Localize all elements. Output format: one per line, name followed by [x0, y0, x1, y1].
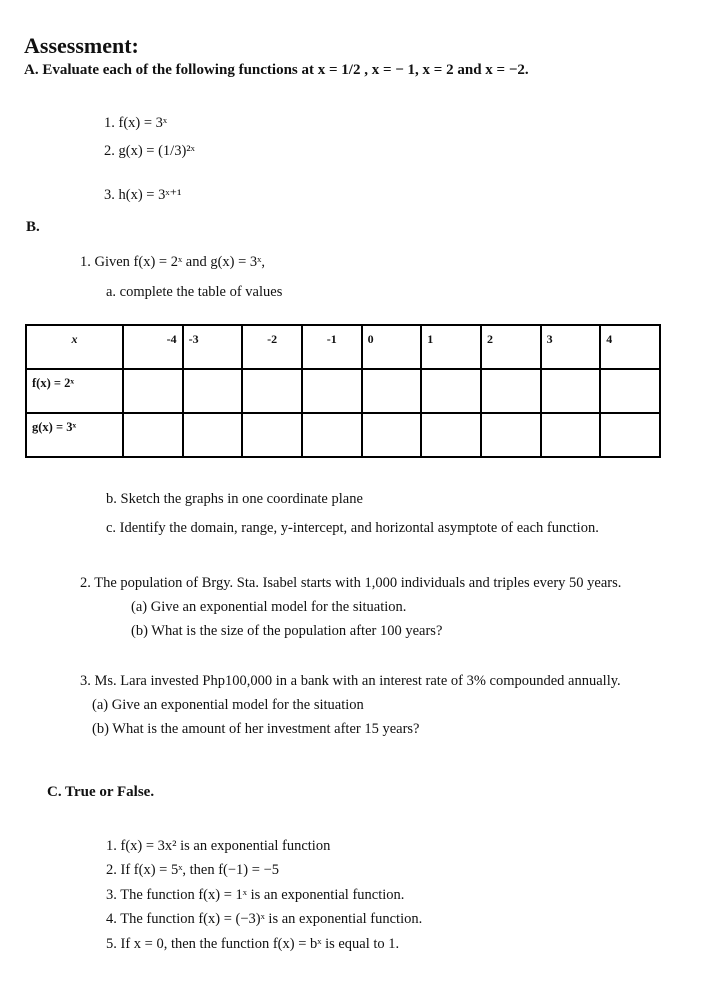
- table-row: [26, 369, 660, 413]
- section-c-item-2: 2. If f(x) = 5ˣ, then f(−1) = −5: [106, 862, 279, 878]
- empty-cell[interactable]: [362, 413, 422, 457]
- section-b-q1-a: a. complete the table of values: [106, 284, 283, 300]
- x-value-cell: 4: [600, 325, 660, 369]
- section-b-q3-a: (a) Give an exponential model for the situation: [92, 697, 364, 713]
- empty-cell[interactable]: [242, 413, 302, 457]
- section-b-q1-c: c. Identify the domain, range, y-intercept, and horizontal asymptote of each function.: [106, 520, 599, 536]
- section-b-q2-b: (b) What is the size of the population after 100 years?: [131, 623, 443, 639]
- empty-cell[interactable]: [481, 413, 541, 457]
- table-header-row: [26, 325, 660, 369]
- empty-cell[interactable]: [421, 413, 481, 457]
- section-a-heading: A. Evaluate each of the following functions at x = 1/2 , x = − 1, x = 2 and x = −2.: [24, 62, 529, 78]
- table-row: [26, 413, 660, 457]
- table-of-values: [25, 324, 661, 458]
- empty-cell[interactable]: [541, 413, 601, 457]
- x-value-cell: 2: [481, 325, 541, 369]
- x-value-cell: 3: [541, 325, 601, 369]
- section-c-item-3: 3. The function f(x) = 1ˣ is an exponential function.: [106, 887, 405, 903]
- x-value-cell: -3: [183, 325, 243, 369]
- section-a-item-2: 2. g(x) = (1/3)²ˣ: [104, 143, 195, 159]
- empty-cell[interactable]: [302, 413, 362, 457]
- empty-cell[interactable]: [600, 413, 660, 457]
- page-title: Assessment:: [24, 33, 139, 58]
- empty-cell[interactable]: [421, 369, 481, 413]
- empty-cell[interactable]: [123, 369, 183, 413]
- empty-cell[interactable]: [481, 369, 541, 413]
- section-b-q1-b: b. Sketch the graphs in one coordinate plane: [106, 491, 363, 507]
- empty-cell[interactable]: [183, 413, 243, 457]
- section-c-item-5: 5. If x = 0, then the function f(x) = bˣ is equal to 1.: [106, 936, 400, 952]
- section-c-item-1: 1. f(x) = 3x² is an exponential function: [106, 838, 331, 854]
- section-b-q2: 2. The population of Brgy. Sta. Isabel starts with 1,000 individuals and triples every 50 years.: [80, 575, 622, 591]
- section-b-heading: B.: [26, 219, 40, 235]
- x-value-cell: 0: [362, 325, 422, 369]
- empty-cell[interactable]: [302, 369, 362, 413]
- row-label-g: g(x) = 3ˣ: [26, 413, 123, 457]
- x-value-cell: -4: [123, 325, 183, 369]
- empty-cell[interactable]: [242, 369, 302, 413]
- x-value-cell: -2: [242, 325, 302, 369]
- x-value-cell: -1: [302, 325, 362, 369]
- row-label-f: f(x) = 2ˣ: [26, 369, 123, 413]
- empty-cell[interactable]: [362, 369, 422, 413]
- section-a-item-1: 1. f(x) = 3ˣ: [104, 115, 168, 131]
- section-c-item-4: 4. The function f(x) = (−3)ˣ is an exponential function.: [106, 911, 423, 927]
- section-b-q3: 3. Ms. Lara invested Php100,000 in a bank with an interest rate of 3% compounded annually.: [80, 673, 621, 689]
- section-a-item-3: 3. h(x) = 3ˣ⁺¹: [104, 187, 182, 203]
- section-b-q2-a: (a) Give an exponential model for the situation.: [131, 599, 407, 615]
- empty-cell[interactable]: [123, 413, 183, 457]
- empty-cell[interactable]: [600, 369, 660, 413]
- section-b-q1: 1. Given f(x) = 2ˣ and g(x) = 3ˣ,: [80, 254, 266, 270]
- section-b-q3-b: (b) What is the amount of her investment after 15 years?: [92, 721, 420, 737]
- x-header-cell: x: [26, 325, 123, 369]
- section-c-heading: C. True or False.: [47, 784, 155, 800]
- empty-cell[interactable]: [183, 369, 243, 413]
- x-value-cell: 1: [421, 325, 481, 369]
- empty-cell[interactable]: [541, 369, 601, 413]
